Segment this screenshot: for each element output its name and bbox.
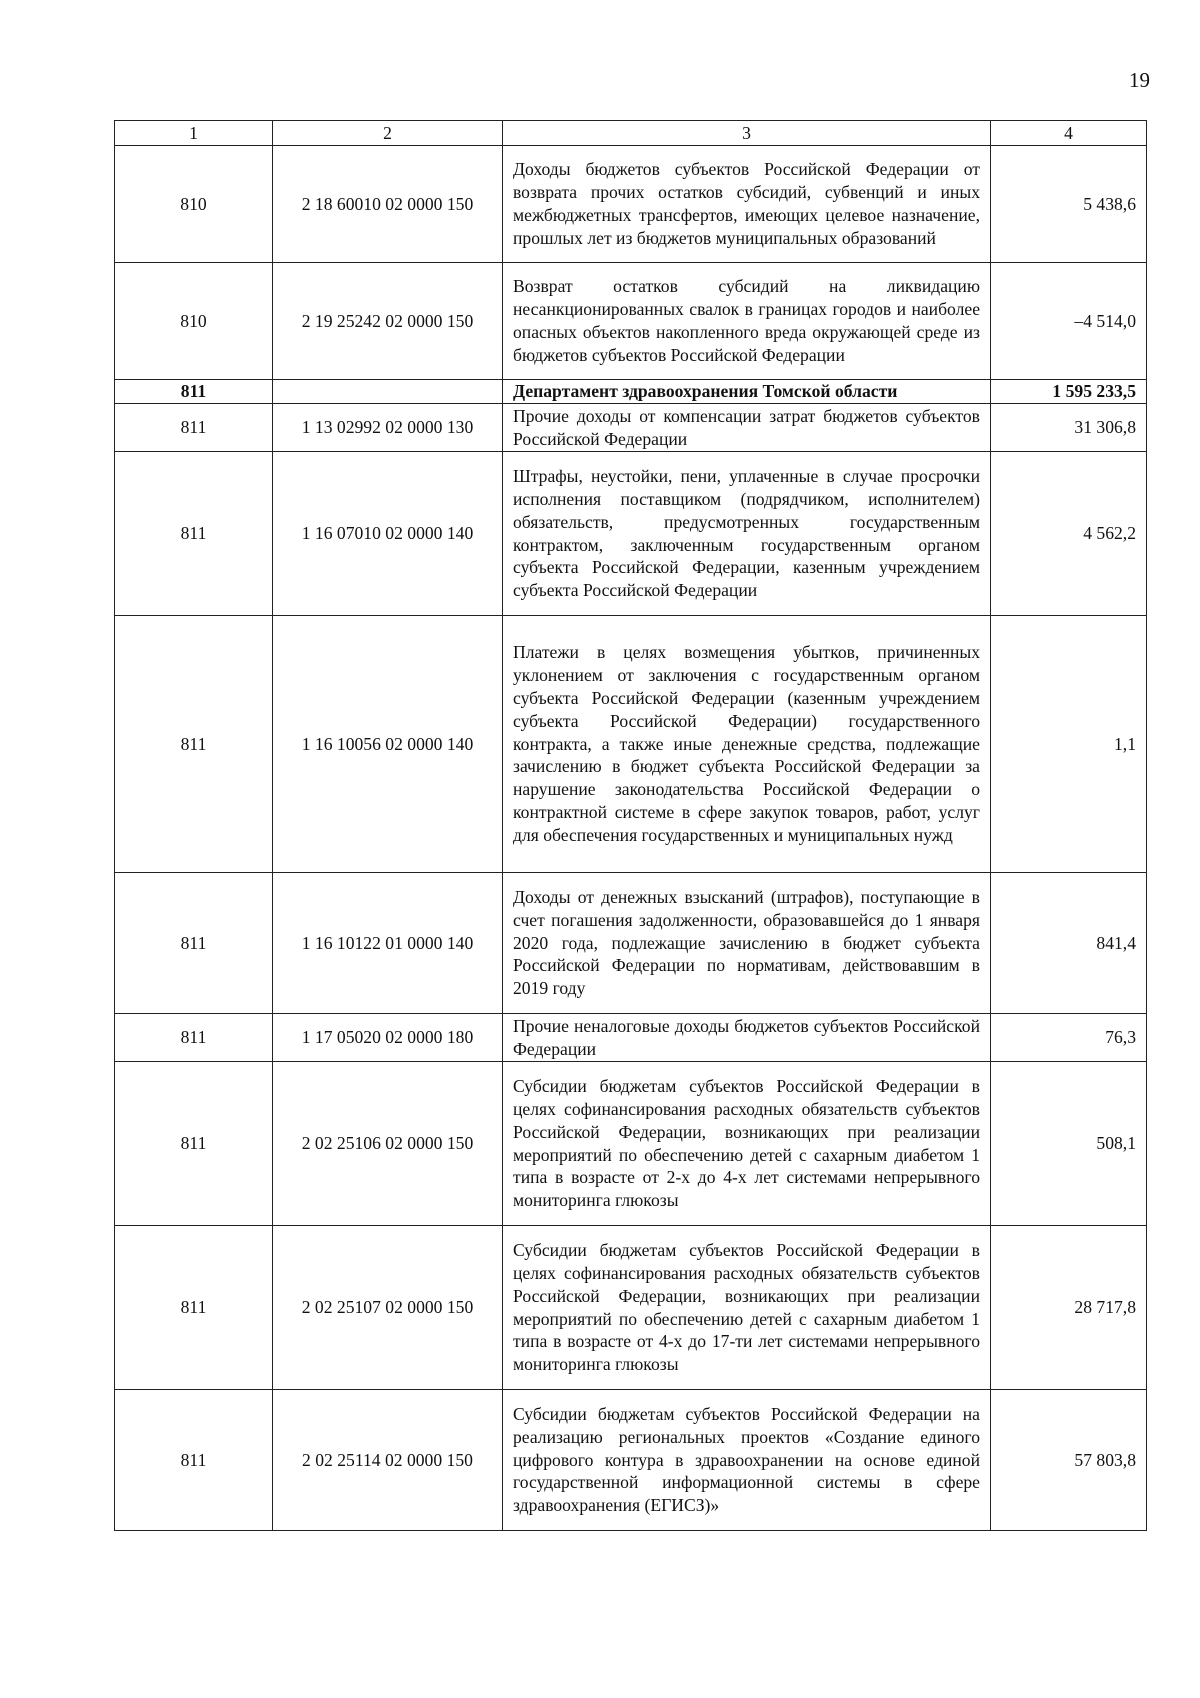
description-cell: Платежи в целях возмещения убытков, причиненных уклонением от заключения с государственным органом субъекта Российской Федерации (казенным учреждением субъекта Российской Федерации) государственного контракта, а также иные денежные средства, подлежащие зачислению в бюджет субъекта Российской Федерации за нарушение законодательства Российской Федерации о контрактной системе в сфере закупок товаров, работ, услуг для обеспечения государственных и муниципальных нужд	[503, 616, 991, 873]
admin-code-cell: 811	[115, 1390, 273, 1531]
table-row	[115, 873, 1147, 1014]
budget-revenue-table	[114, 120, 1147, 1531]
page-number: 19	[1129, 68, 1150, 92]
description-cell: Штрафы, неустойки, пени, уплаченные в случае просрочки исполнения поставщиком (подрядчиком, исполнителем) обязательств, предусмотренных государственным контрактом, заключенным государственным органом субъекта Российской Федерации, казенным учреждением субъекта Российской Федерации	[503, 452, 991, 616]
amount-cell: 28 717,8	[991, 1226, 1147, 1390]
description-cell: Субсидии бюджетам субъектов Российской Федерации на реализацию региональных проектов «Создание единого цифрового контура в здравоохранении на основе единой государственной информационной системы в сфере здравоохранения (ЕГИСЗ)»	[503, 1390, 991, 1531]
amount-cell: 4 562,2	[991, 452, 1147, 616]
description-cell: Возврат остатков субсидий на ликвидацию несанкционированных свалок в границах городов и наиболее опасных объектов накопленного вреда окружающей среде из бюджетов субъектов Российской Федерации	[503, 263, 991, 380]
revenue-code-cell: 2 19 25242 02 0000 150	[273, 263, 503, 380]
admin-code-cell: 811	[115, 380, 273, 404]
column-header-3: 3	[503, 121, 991, 146]
admin-code-cell: 811	[115, 404, 273, 452]
admin-code-cell: 811	[115, 873, 273, 1014]
admin-code-cell: 811	[115, 1226, 273, 1390]
column-header-1: 1	[115, 121, 273, 146]
amount-cell: –4 514,0	[991, 263, 1147, 380]
amount-cell: 508,1	[991, 1062, 1147, 1226]
amount-cell: 841,4	[991, 873, 1147, 1014]
revenue-code-cell: 1 16 10056 02 0000 140	[273, 616, 503, 873]
admin-code-cell: 810	[115, 146, 273, 263]
amount-cell: 1 595 233,5	[991, 380, 1147, 404]
description-cell: Субсидии бюджетам субъектов Российской Федерации в целях софинансирования расходных обязательств субъектов Российской Федерации, возникающих при реализации мероприятий по обеспечению детей с сахарным диабетом 1 типа в возрасте от 2-х до 4-х лет системами непрерывного мониторинга глюкозы	[503, 1062, 991, 1226]
description-cell: Прочие доходы от компенсации затрат бюджетов субъектов Российской Федерации	[503, 404, 991, 452]
revenue-code-cell: 2 02 25114 02 0000 150	[273, 1390, 503, 1531]
revenue-code-cell: 2 02 25106 02 0000 150	[273, 1062, 503, 1226]
description-cell: Доходы от денежных взысканий (штрафов), поступающие в счет погашения задолженности, образовавшейся до 1 января 2020 года, подлежащие зачислению в бюджет субъекта Российской Федерации по нормативам, действовавшим в 2019 году	[503, 873, 991, 1014]
description-cell: Субсидии бюджетам субъектов Российской Федерации в целях софинансирования расходных обязательств субъектов Российской Федерации, возникающих при реализации мероприятий по обеспечению детей с сахарным диабетом 1 типа в возрасте от 4-х до 17-ти лет системами непрерывного мониторинга глюкозы	[503, 1226, 991, 1390]
table-row	[115, 146, 1147, 263]
table-row	[115, 452, 1147, 616]
amount-cell: 76,3	[991, 1014, 1147, 1062]
table-row	[115, 404, 1147, 452]
admin-code-cell: 811	[115, 1062, 273, 1226]
amount-cell: 1,1	[991, 616, 1147, 873]
table-row	[115, 263, 1147, 380]
amount-cell: 31 306,8	[991, 404, 1147, 452]
table-row	[115, 616, 1147, 873]
table-header-row	[115, 121, 1147, 146]
amount-cell: 5 438,6	[991, 146, 1147, 263]
admin-code-cell: 811	[115, 1014, 273, 1062]
revenue-code-cell: 2 18 60010 02 0000 150	[273, 146, 503, 263]
column-header-4: 4	[991, 121, 1147, 146]
amount-cell: 57 803,8	[991, 1390, 1147, 1531]
revenue-code-cell: 1 16 07010 02 0000 140	[273, 452, 503, 616]
admin-code-cell: 810	[115, 263, 273, 380]
admin-code-cell: 811	[115, 452, 273, 616]
description-cell: Департамент здравоохранения Томской области	[503, 380, 991, 404]
description-cell: Прочие неналоговые доходы бюджетов субъектов Российской Федерации	[503, 1014, 991, 1062]
table-row	[115, 1014, 1147, 1062]
revenue-code-cell: 1 17 05020 02 0000 180	[273, 1014, 503, 1062]
table-row	[115, 1062, 1147, 1226]
revenue-code-cell: 1 13 02992 02 0000 130	[273, 404, 503, 452]
description-cell: Доходы бюджетов субъектов Российской Федерации от возврата прочих остатков субсидий, субвенций и иных межбюджетных трансфертов, имеющих целевое назначение, прошлых лет из бюджетов муниципальных образований	[503, 146, 991, 263]
table-row-department	[115, 380, 1147, 404]
column-header-2: 2	[273, 121, 503, 146]
table-row	[115, 1390, 1147, 1531]
admin-code-cell: 811	[115, 616, 273, 873]
revenue-code-cell: 1 16 10122 01 0000 140	[273, 873, 503, 1014]
table-row	[115, 1226, 1147, 1390]
revenue-code-cell: 2 02 25107 02 0000 150	[273, 1226, 503, 1390]
revenue-code-cell	[273, 380, 503, 404]
